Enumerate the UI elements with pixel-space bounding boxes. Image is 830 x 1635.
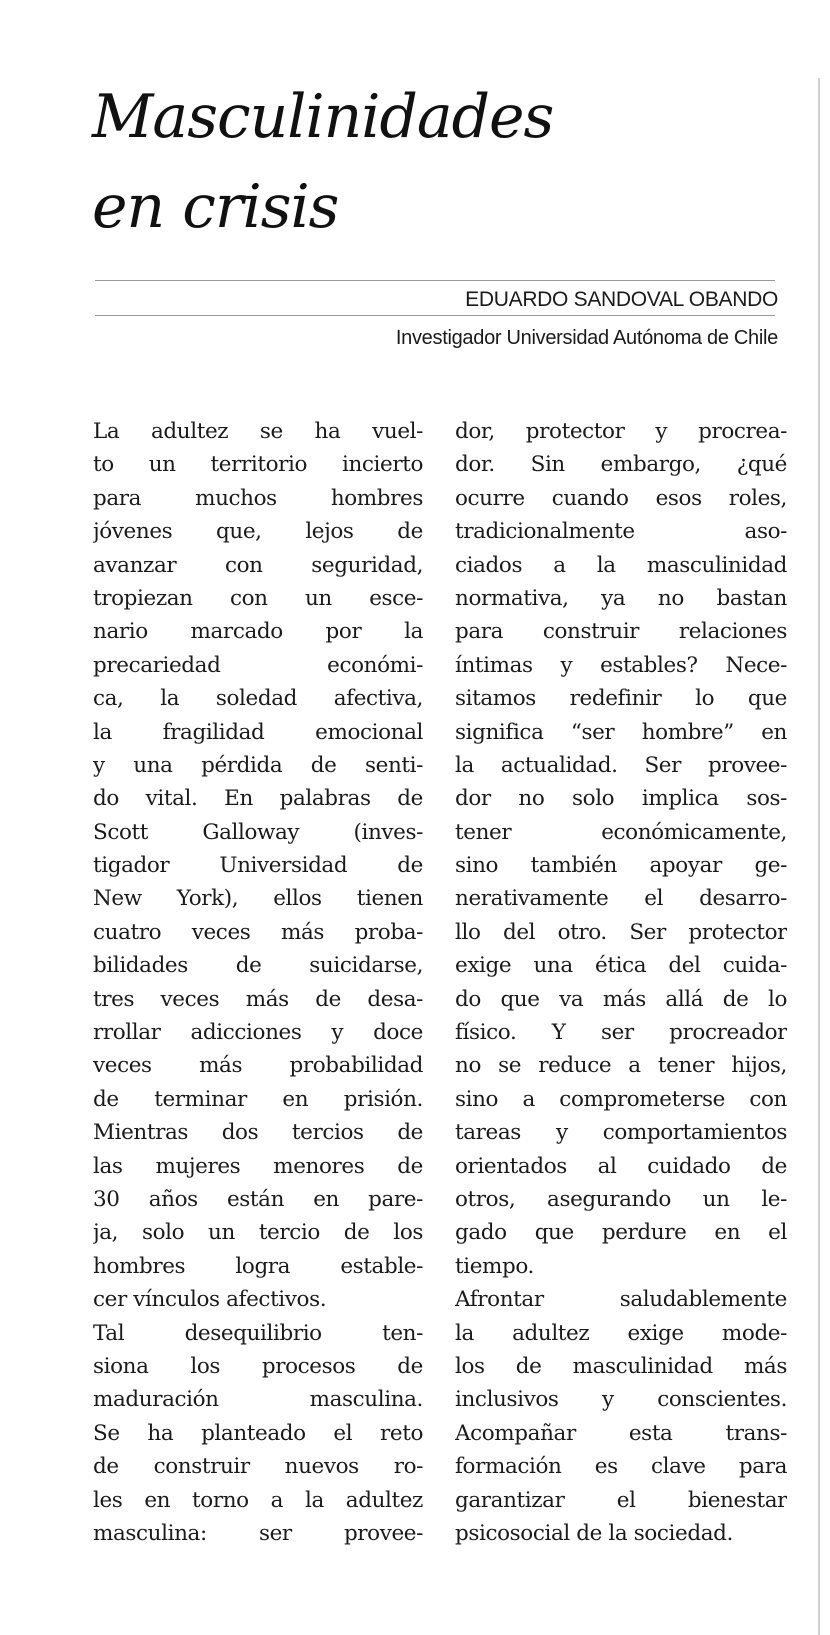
body-text-line: de construir nuevos ro- [93,1454,423,1480]
body-text-line: sitamos redefinir lo que [455,686,787,712]
body-text-line: La adultez se ha vuel- [93,419,423,444]
body-text-line: nario marcado por la [93,619,423,645]
body-text-line: tropiezan con un esce- [93,585,423,611]
body-text-line: precariedad económi- [93,652,423,678]
body-text-line: Scott Galloway (inves- [93,819,423,845]
body-text-line: tres veces más de desa- [93,986,423,1012]
body-text-line: ca, la soledad afectiva, [93,686,423,712]
author-affiliation: Investigador Universidad Autónoma de Chile [395,327,778,349]
body-text-line: les en torno a la adultez [93,1487,423,1513]
body-text-line: para muchos hombres [93,485,423,511]
body-text-line: ja, solo un tercio de los [93,1220,423,1246]
body-text-line: jóvenes que, lejos de [93,519,423,545]
body-text-line: veces más probabilidad [93,1053,423,1079]
body-text-line: normativa, ya no bastan [455,585,787,611]
body-text-line: otros, asegurando un le- [455,1186,787,1212]
body-text-line: hombres logra estable- [93,1253,423,1279]
article-title-line: en crisis [92,172,339,242]
body-text-line: tigador Universidad de [93,853,423,879]
body-text-line: to un territorio incierto [93,452,423,478]
body-text-line: dor no solo implica sos- [455,786,787,812]
body-text-line: ciados a la masculinidad [455,552,787,578]
body-text-line: siona los procesos de [93,1353,423,1379]
body-text-line: tareas y comportamientos [455,1120,787,1146]
body-text-line: masculina: ser provee- [93,1520,423,1546]
body-text-line: 30 años están en pare- [93,1186,423,1212]
body-text-line: avanzar con seguridad, [93,552,423,578]
body-text-line: gado que perdure en el [455,1220,787,1246]
body-text-line: orientados al cuidado de [455,1153,787,1179]
body-text-line: la actualidad. Ser provee- [455,752,787,778]
body-text-line: dor. Sin embargo, ¿qué [455,452,787,478]
body-text-line: la adultez exige mode- [455,1320,787,1346]
body-text-line: Afrontar saludablemente [455,1287,787,1313]
body-text-line: do vital. En palabras de [93,786,423,812]
body-text-line: sino a comprometerse con [455,1086,787,1112]
author-name: EDUARDO SANDOVAL OBANDO [465,288,778,311]
body-text-line: inclusivos y conscientes. [455,1387,787,1413]
body-text-line: no se reduce a tener hijos, [455,1053,787,1079]
page-edge-rule [818,78,820,1635]
article-title-line: Masculinidades [92,82,554,152]
body-text-line: nerativamente el desarro- [455,886,787,912]
body-text-line: do que va más allá de lo [455,986,787,1012]
body-column-right [455,415,787,1550]
body-text-line: formación es clave para [455,1454,787,1480]
body-text-line: rrollar adicciones y doce [93,1020,423,1046]
body-text-line: Se ha planteado el reto [93,1420,423,1446]
body-column-left [93,415,423,1550]
body-text-line: significa “ser hombre” en [455,719,787,745]
body-text-line: exige una ética del cuida- [455,953,787,979]
body-text-line: la fragilidad emocional [93,719,423,745]
body-text-line: íntimas y estables? Nece- [455,652,787,678]
body-text-line: tradicionalmente aso- [455,519,787,545]
body-text-line: y una pérdida de senti- [93,752,423,778]
body-text-line: para construir relaciones [455,619,787,645]
body-text-line: bilidades de suicidarse, [93,953,423,979]
body-text-line: garantizar el bienestar [455,1487,787,1513]
body-text-line: tener económicamente, [455,819,787,845]
body-text-line: cuatro veces más proba- [93,919,423,945]
body-text-line: sino también apoyar ge- [455,853,787,879]
body-text-line: psicosocial de la sociedad. [455,1520,733,1546]
body-text-line: de terminar en prisión. [93,1086,423,1112]
body-text-line: cer vínculos afectivos. [93,1287,327,1313]
body-text-line: Acompañar esta trans- [455,1420,787,1446]
body-text-line: tiempo. [455,1253,534,1279]
body-text-line: maduración masculina. [93,1387,423,1413]
byline-top-rule [95,280,775,281]
body-text-line: Mientras dos tercios de [93,1120,423,1146]
body-text-line: las mujeres menores de [93,1153,423,1179]
body-text-line: Tal desequilibrio ten- [93,1320,423,1346]
byline-bottom-rule [95,315,775,316]
body-text-line: los de masculinidad más [455,1353,787,1379]
body-text-line: dor, protector y procrea- [455,419,787,444]
body-text-line: New York), ellos tienen [93,886,423,912]
body-text-line: ocurre cuando esos roles, [455,485,787,511]
article-title [92,72,553,252]
body-text-line: llo del otro. Ser protector [455,919,787,945]
body-text-line: físico. Y ser procreador [455,1020,787,1046]
